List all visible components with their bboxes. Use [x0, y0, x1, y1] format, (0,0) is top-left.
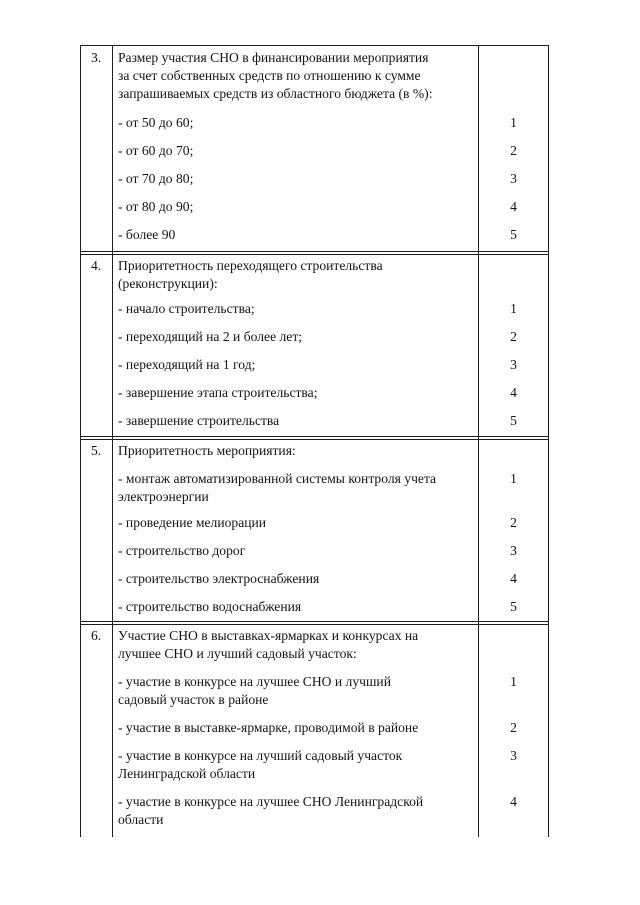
criterion-item: - от 60 до 70; [118, 143, 194, 158]
table-right-border [548, 45, 549, 837]
section-heading-line: лучшее СНО и лучший садовый участок: [118, 646, 357, 661]
score-value: 2 [510, 329, 517, 344]
criterion-item: - более 90 [118, 227, 176, 242]
section-heading-line: за счет собственных средств по отношению к сумме [118, 68, 421, 83]
criterion-item: - участие в конкурсе на лучший садовый участок [118, 748, 403, 763]
score-value: 3 [510, 748, 517, 763]
number-column-divider [112, 45, 113, 837]
score-value: 3 [510, 171, 517, 186]
criterion-item: - переходящий на 2 и более лет; [118, 329, 303, 344]
score-value: 4 [510, 385, 517, 400]
criterion-item: - от 50 до 60; [118, 115, 194, 130]
score-value: 5 [510, 413, 517, 428]
section-number: 3. [91, 50, 102, 65]
criterion-item: - монтаж автоматизированной системы контроля учета [118, 471, 437, 486]
criterion-item: - переходящий на 1 год; [118, 357, 256, 372]
section-heading-line: Приоритетность мероприятия: [118, 443, 296, 458]
criterion-item-continuation: электроэнергии [118, 489, 209, 504]
criterion-item: - строительство электроснабжения [118, 571, 320, 586]
criterion-item-continuation: Ленинградской области [118, 766, 256, 781]
score-value: 1 [510, 115, 517, 130]
criterion-item: - строительство водоснабжения [118, 599, 302, 614]
section-number: 5. [91, 443, 102, 458]
criterion-item: - начало строительства; [118, 301, 255, 316]
section-heading-line: Размер участия СНО в финансировании мероприятия [118, 50, 429, 65]
criterion-item-continuation: области [118, 812, 164, 827]
score-value: 2 [510, 720, 517, 735]
score-value: 5 [510, 599, 517, 614]
section-heading-line: запрашиваемых средств из областного бюджета (в %): [118, 86, 433, 101]
score-value: 4 [510, 794, 517, 809]
score-value: 3 [510, 357, 517, 372]
score-value: 4 [510, 199, 517, 214]
section-number: 6. [91, 628, 102, 643]
section-heading-line: Участие СНО в выставках-ярмарках и конкурсах на [118, 628, 419, 643]
section-number: 4. [91, 258, 102, 273]
score-value: 2 [510, 143, 517, 158]
score-value: 4 [510, 571, 517, 586]
criterion-item: - участие в конкурсе на лучшее СНО Ленинградской [118, 794, 424, 809]
criterion-item: - участие в выставке-ярмарке, проводимой в районе [118, 720, 419, 735]
criterion-item: - участие в конкурсе на лучшее СНО и лучший [118, 674, 391, 689]
score-value: 1 [510, 674, 517, 689]
criterion-item: - завершение строительства [118, 413, 280, 428]
section-heading-line: Приоритетность переходящего строительства [118, 258, 383, 273]
section-heading-line: (реконструкции): [118, 276, 218, 291]
criterion-item-continuation: садовый участок в районе [118, 692, 269, 707]
table-left-border [80, 45, 81, 837]
score-column-divider [478, 45, 479, 837]
score-value: 1 [510, 301, 517, 316]
score-value: 1 [510, 471, 517, 486]
criterion-item: - от 70 до 80; [118, 171, 194, 186]
score-value: 2 [510, 515, 517, 530]
score-value: 5 [510, 227, 517, 242]
criterion-item: - завершение этапа строительства; [118, 385, 318, 400]
criterion-item: - от 80 до 90; [118, 199, 194, 214]
criterion-item: - строительство дорог [118, 543, 246, 558]
criterion-item: - проведение мелиорации [118, 515, 267, 530]
score-value: 3 [510, 543, 517, 558]
